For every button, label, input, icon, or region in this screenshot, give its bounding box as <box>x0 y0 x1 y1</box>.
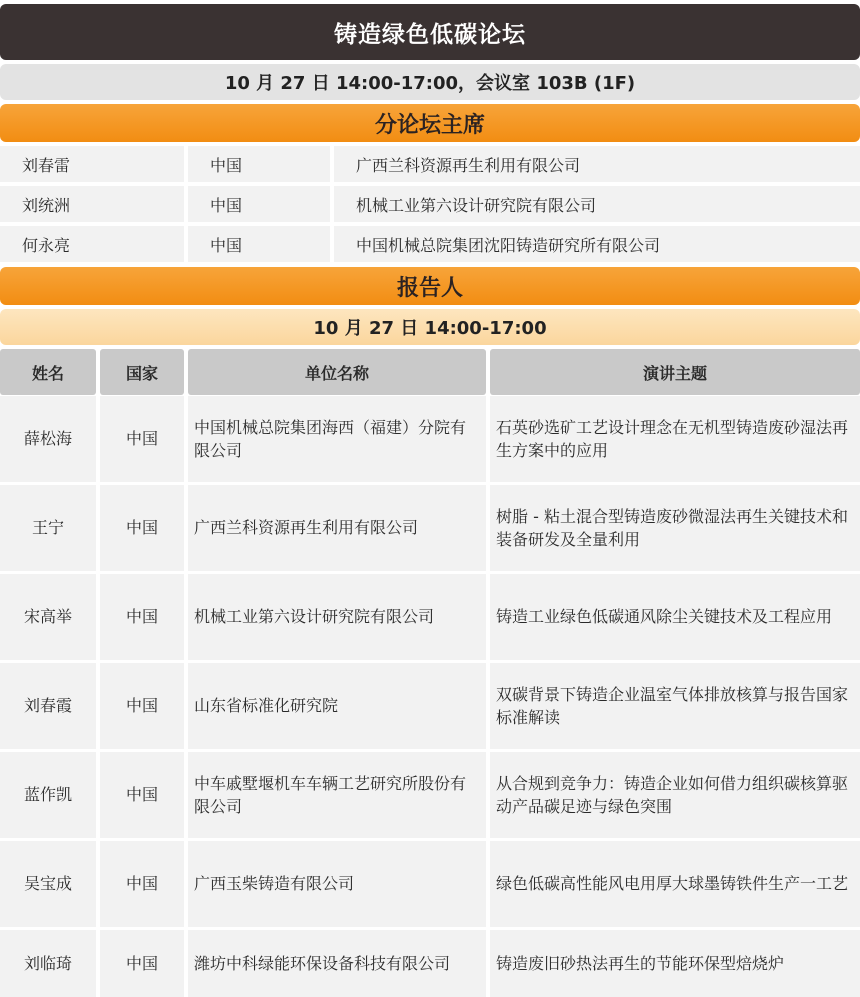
table-row <box>0 752 860 838</box>
speaker-name: 薛松海 <box>0 396 96 482</box>
speaker-name: 宋高举 <box>0 574 96 660</box>
chair-country: 中国 <box>188 186 330 222</box>
table-row <box>0 930 860 997</box>
speaker-name: 刘临琦 <box>0 930 96 997</box>
column-header-country: 国家 <box>100 349 184 395</box>
speaker-country: 中国 <box>100 485 184 571</box>
speaker-org: 中车戚墅堰机车车辆工艺研究所股份有限公司 <box>188 752 486 838</box>
chair-row <box>0 186 860 222</box>
chair-name: 刘春雷 <box>0 146 184 182</box>
speaker-country: 中国 <box>100 396 184 482</box>
speakers-header: 报告人 <box>0 267 860 305</box>
chair-row <box>0 226 860 262</box>
speaker-topic: 铸造工业绿色低碳通风除尘关键技术及工程应用 <box>490 574 860 660</box>
column-header-name: 姓名 <box>0 349 96 395</box>
speaker-org: 机械工业第六设计研究院有限公司 <box>188 574 486 660</box>
table-header <box>0 349 860 395</box>
column-header-org: 单位名称 <box>188 349 486 395</box>
speaker-org: 中国机械总院集团海西（福建）分院有限公司 <box>188 396 486 482</box>
chair-country: 中国 <box>188 226 330 262</box>
speaker-country: 中国 <box>100 841 184 927</box>
chair-org: 广西兰科资源再生利用有限公司 <box>334 146 860 182</box>
speaker-topic: 石英砂选矿工艺设计理念在无机型铸造废砂湿法再生方案中的应用 <box>490 396 860 482</box>
speaker-country: 中国 <box>100 574 184 660</box>
speaker-name: 王宁 <box>0 485 96 571</box>
column-header-topic: 演讲主题 <box>490 349 860 395</box>
speaker-topic: 从合规到竞争力：铸造企业如何借力组织碳核算驱动产品碳足迹与绿色突围 <box>490 752 860 838</box>
table-row <box>0 485 860 571</box>
table-row <box>0 841 860 927</box>
chair-name: 刘统洲 <box>0 186 184 222</box>
speaker-topic: 绿色低碳高性能风电用厚大球墨铸铁件生产一工艺 <box>490 841 860 927</box>
speaker-topic: 双碳背景下铸造企业温室气体排放核算与报告国家标准解读 <box>490 663 860 749</box>
chair-org: 中国机械总院集团沈阳铸造研究所有限公司 <box>334 226 860 262</box>
speaker-country: 中国 <box>100 752 184 838</box>
speaker-name: 吴宝成 <box>0 841 96 927</box>
speaker-org: 山东省标准化研究院 <box>188 663 486 749</box>
table-row <box>0 396 860 482</box>
chair-name: 何永亮 <box>0 226 184 262</box>
speaker-org: 广西玉柴铸造有限公司 <box>188 841 486 927</box>
session-time: 10 月 27 日 14:00-17:00，会议室 103B (1F) <box>0 64 860 100</box>
table-row <box>0 663 860 749</box>
forum-title: 铸造绿色低碳论坛 <box>0 4 860 60</box>
speaker-country: 中国 <box>100 930 184 997</box>
chair-org: 机械工业第六设计研究院有限公司 <box>334 186 860 222</box>
speaker-name: 刘春霞 <box>0 663 96 749</box>
chair-row <box>0 146 860 182</box>
chair-country: 中国 <box>188 146 330 182</box>
speakers-time: 10 月 27 日 14:00-17:00 <box>0 309 860 345</box>
speaker-topic: 铸造废旧砂热法再生的节能环保型焙烧炉 <box>490 930 860 997</box>
speaker-org: 潍坊中科绿能环保设备科技有限公司 <box>188 930 486 997</box>
speaker-name: 蓝作凯 <box>0 752 96 838</box>
speaker-topic: 树脂 - 粘土混合型铸造废砂微湿法再生关键技术和装备研发及全量利用 <box>490 485 860 571</box>
chairs-header: 分论坛主席 <box>0 104 860 142</box>
speaker-country: 中国 <box>100 663 184 749</box>
speaker-org: 广西兰科资源再生利用有限公司 <box>188 485 486 571</box>
table-row <box>0 574 860 660</box>
